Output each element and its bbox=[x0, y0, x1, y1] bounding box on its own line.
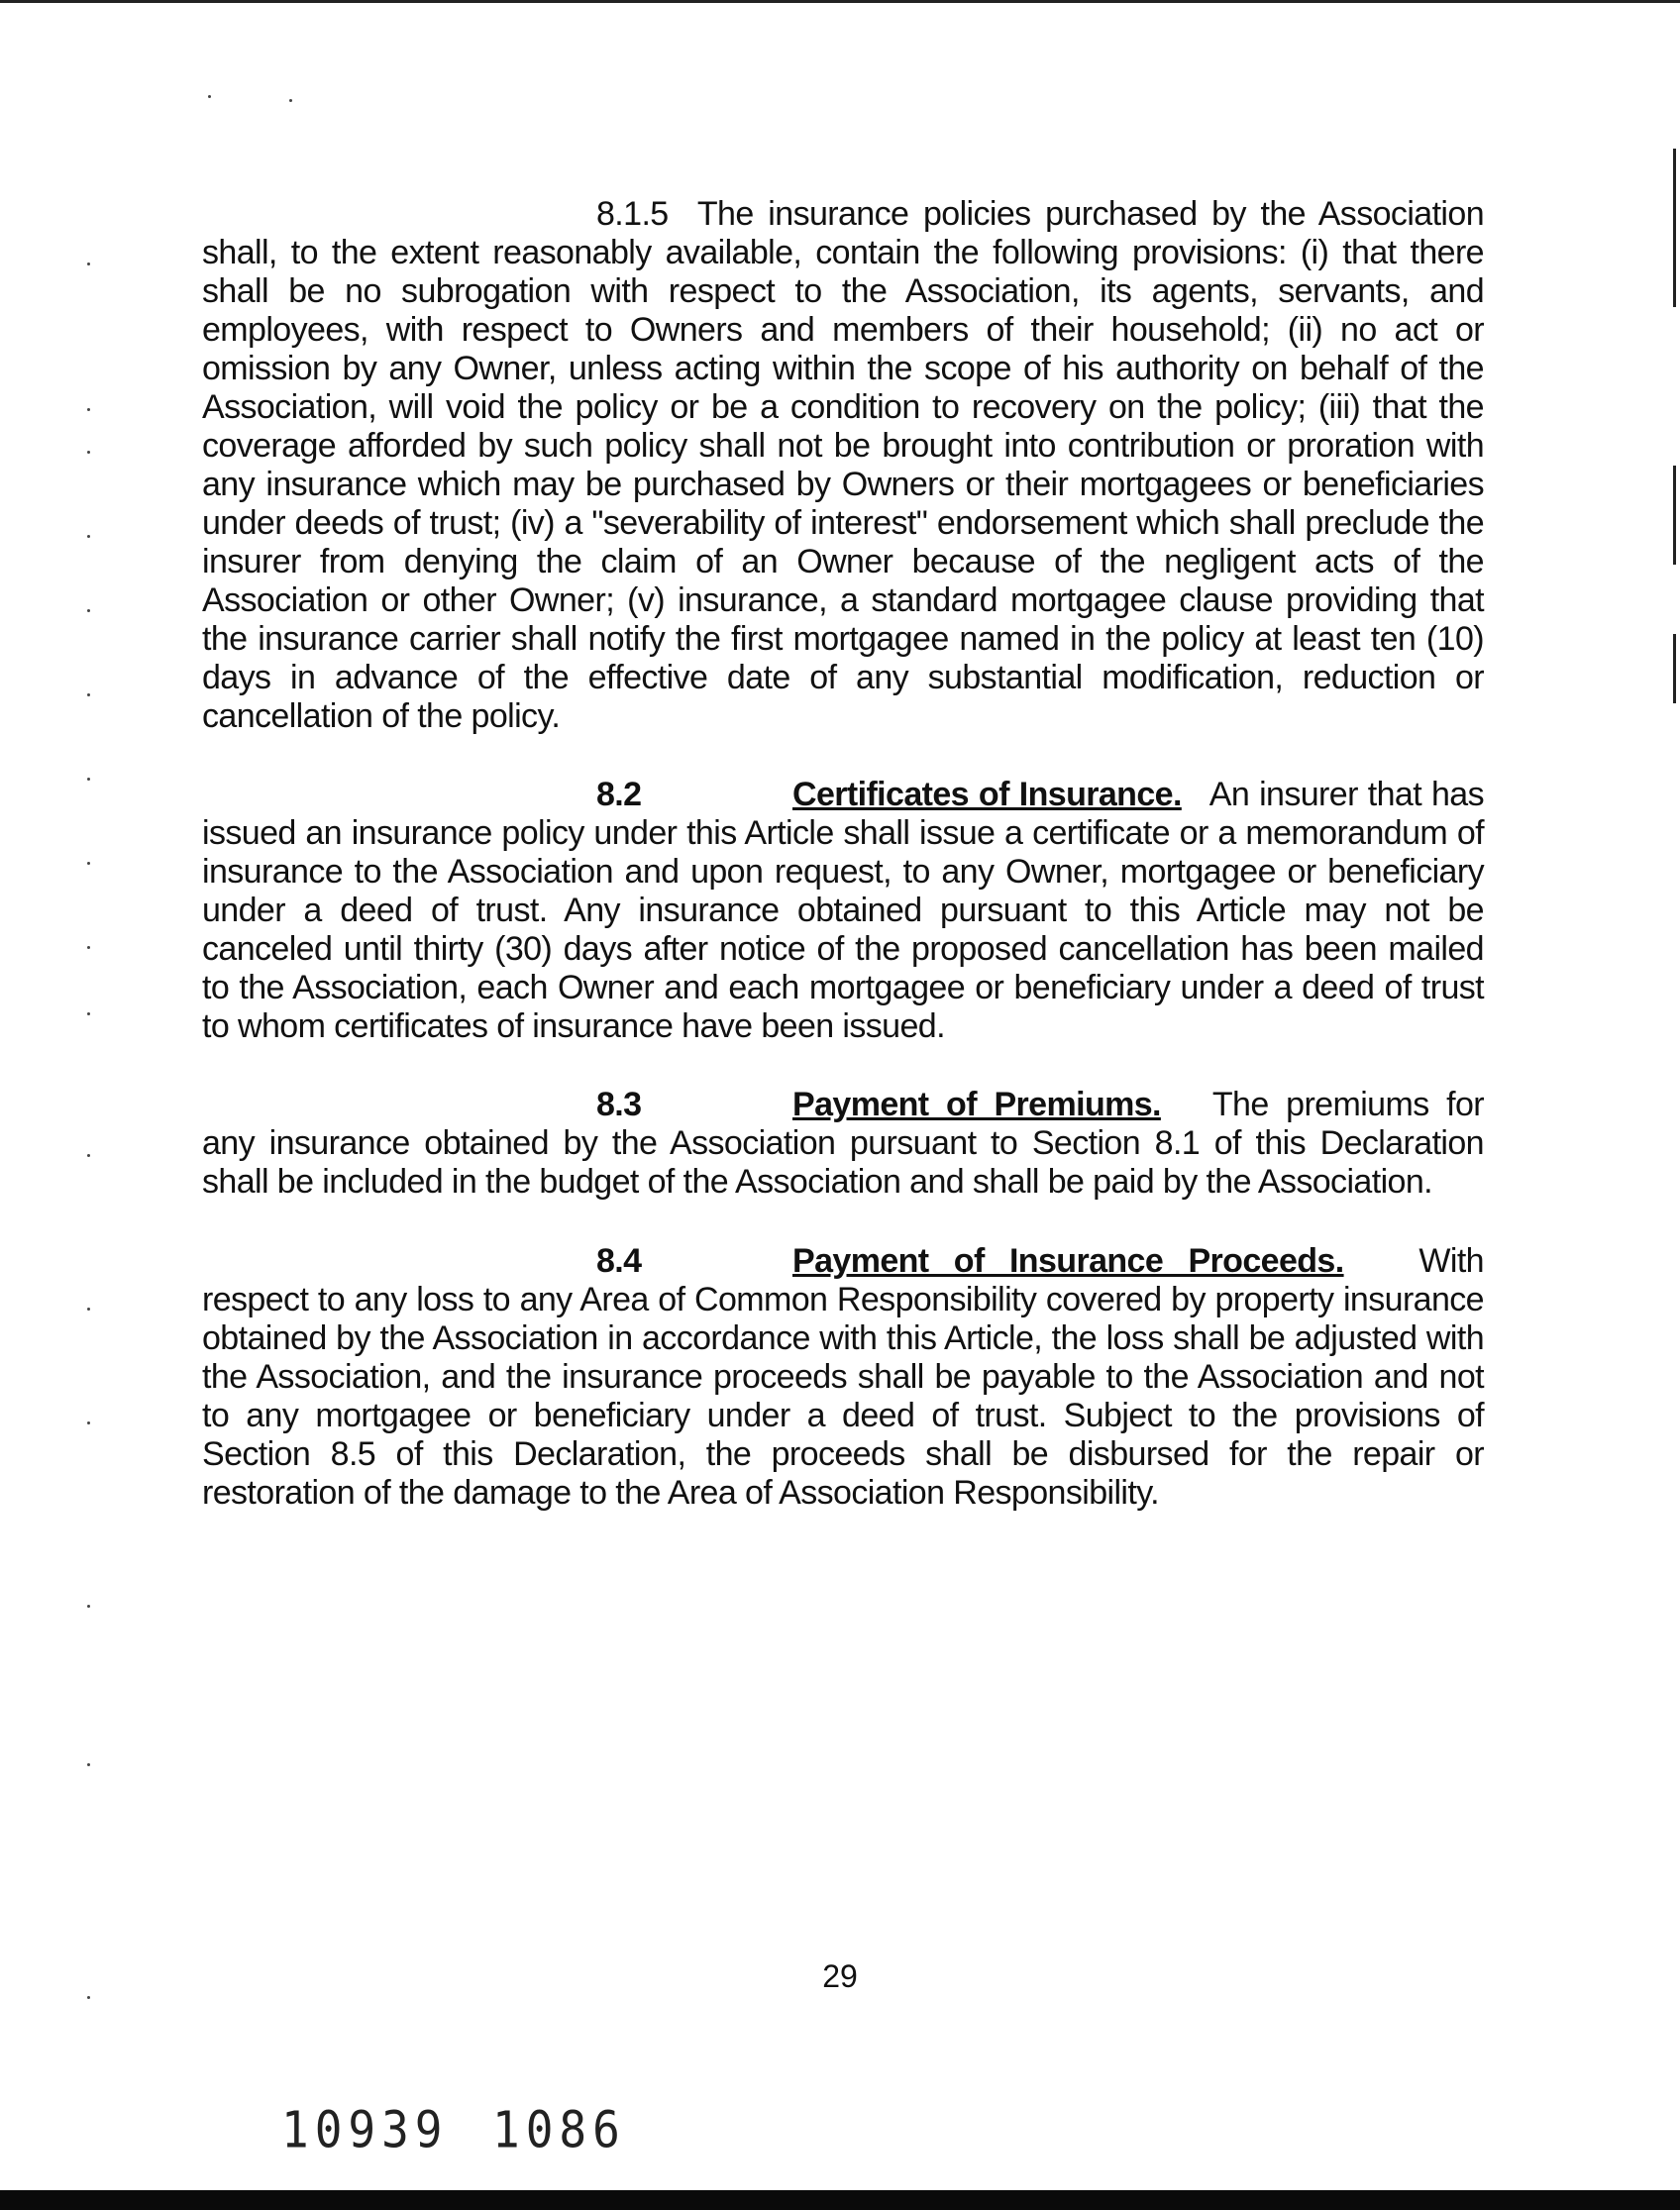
section-8-4-paragraph bbox=[202, 1242, 1484, 1513]
scan-top-border bbox=[0, 0, 1680, 3]
section-8-2 bbox=[202, 776, 1484, 1046]
section-8-1-5 bbox=[202, 195, 1484, 736]
recording-stamp-book: 10939 bbox=[281, 2100, 449, 2159]
scan-speck bbox=[208, 95, 211, 98]
scan-bottom-border bbox=[0, 2190, 1680, 2210]
section-8-1-5-number: 8.1.5 bbox=[596, 195, 669, 233]
scan-speck bbox=[87, 451, 90, 454]
section-8-2-title: Certificates of Insurance. bbox=[792, 776, 1182, 813]
scan-edge-mark bbox=[1673, 466, 1676, 565]
section-8-3-paragraph bbox=[202, 1086, 1484, 1202]
recording-stamp-page: 1086 bbox=[492, 2100, 626, 2159]
scan-speck bbox=[289, 99, 292, 102]
section-8-4-number: 8.4 bbox=[596, 1242, 642, 1280]
section-8-2-number: 8.2 bbox=[596, 776, 642, 813]
page-number: 29 bbox=[822, 1958, 858, 1994]
scan-speck bbox=[87, 862, 90, 865]
scan-speck bbox=[87, 946, 90, 949]
section-8-4-title: Payment of Insurance Proceeds. bbox=[792, 1242, 1344, 1280]
scan-edge-mark bbox=[1673, 634, 1676, 703]
scan-speck bbox=[87, 263, 90, 265]
section-8-4-body: With respect to any loss to any Area of Common Responsibility covered by property insurance obtained by the Association in accordance with this Article, the loss shall be adjusted with the Association, and the insurance proceeds shall be payable to the Association and not to any mortgagee or beneficiary under a deed of trust. Subject to the provisions of Section 8.5 of this Declaration, the proceeds shall be disbursed for the repair or restoration of the damage to the Area of Association Responsibility. bbox=[202, 1242, 1484, 1512]
section-8-3-number: 8.3 bbox=[596, 1086, 642, 1123]
scan-speck bbox=[87, 408, 90, 411]
section-8-3-body: The premiums for any insurance obtained by the Association pursuant to Section 8.1 of this Declaration shall be included in the budget of the Association and shall be paid by the Association. bbox=[202, 1086, 1484, 1201]
scan-speck bbox=[87, 535, 90, 538]
section-8-1-5-body: The insurance policies purchased by the Association shall, to the extent reasonably available, contain the following provisions: (i) that there shall be no subrogation with respect to the Association, its agents, servants, and employees, with respect to Owners and members of their household; (ii) no act or omission by any Owner, unless acting within the scope of his authority on behalf of the Association, will void the policy or be a condition to recovery on the policy; (iii) that the coverage afforded by such policy shall not be brought into contribution or proration with any insurance which may be purchased by Owners or their mortgagees or beneficiaries under deeds of trust; (iv) a "severability of interest" endorsement which shall preclude the insurer from denying the claim of an Owner because of the negligent acts of the Association or other Owner; (v) insurance, a standard mortgagee clause providing that the insurance carrier shall notify the first mortgagee named in the policy at least ten (10) days in advance of the effective date of any substantial modification, reduction or cancellation of the policy. bbox=[202, 195, 1484, 735]
scan-speck bbox=[87, 1012, 90, 1015]
section-8-4 bbox=[202, 1242, 1484, 1513]
scan-speck bbox=[87, 1154, 90, 1157]
scan-speck bbox=[87, 609, 90, 612]
scan-speck bbox=[87, 1996, 90, 1999]
scan-speck bbox=[87, 693, 90, 696]
section-8-3 bbox=[202, 1086, 1484, 1202]
scan-edge-mark bbox=[1673, 149, 1676, 307]
section-8-3-title: Payment of Premiums. bbox=[792, 1086, 1161, 1123]
section-8-2-body: An insurer that has issued an insurance policy under this Article shall issue a certificate or a memorandum of insurance to the Association and upon request, to any Owner, mortgagee or beneficiary under a deed of trust. Any insurance obtained pursuant to this Article may not be canceled until thirty (30) days after notice of the proposed cancellation has been mailed to the Association, each Owner and each mortgagee or beneficiary under a deed of trust to whom certificates of insurance have been issued. bbox=[202, 776, 1485, 1045]
section-8-1-5-paragraph bbox=[202, 195, 1484, 736]
scan-speck bbox=[87, 1605, 90, 1608]
scan-speck bbox=[87, 1763, 90, 1766]
scan-speck bbox=[87, 1308, 90, 1311]
section-8-2-paragraph bbox=[202, 776, 1484, 1046]
scan-speck bbox=[87, 778, 90, 781]
scan-speck bbox=[87, 1421, 90, 1424]
